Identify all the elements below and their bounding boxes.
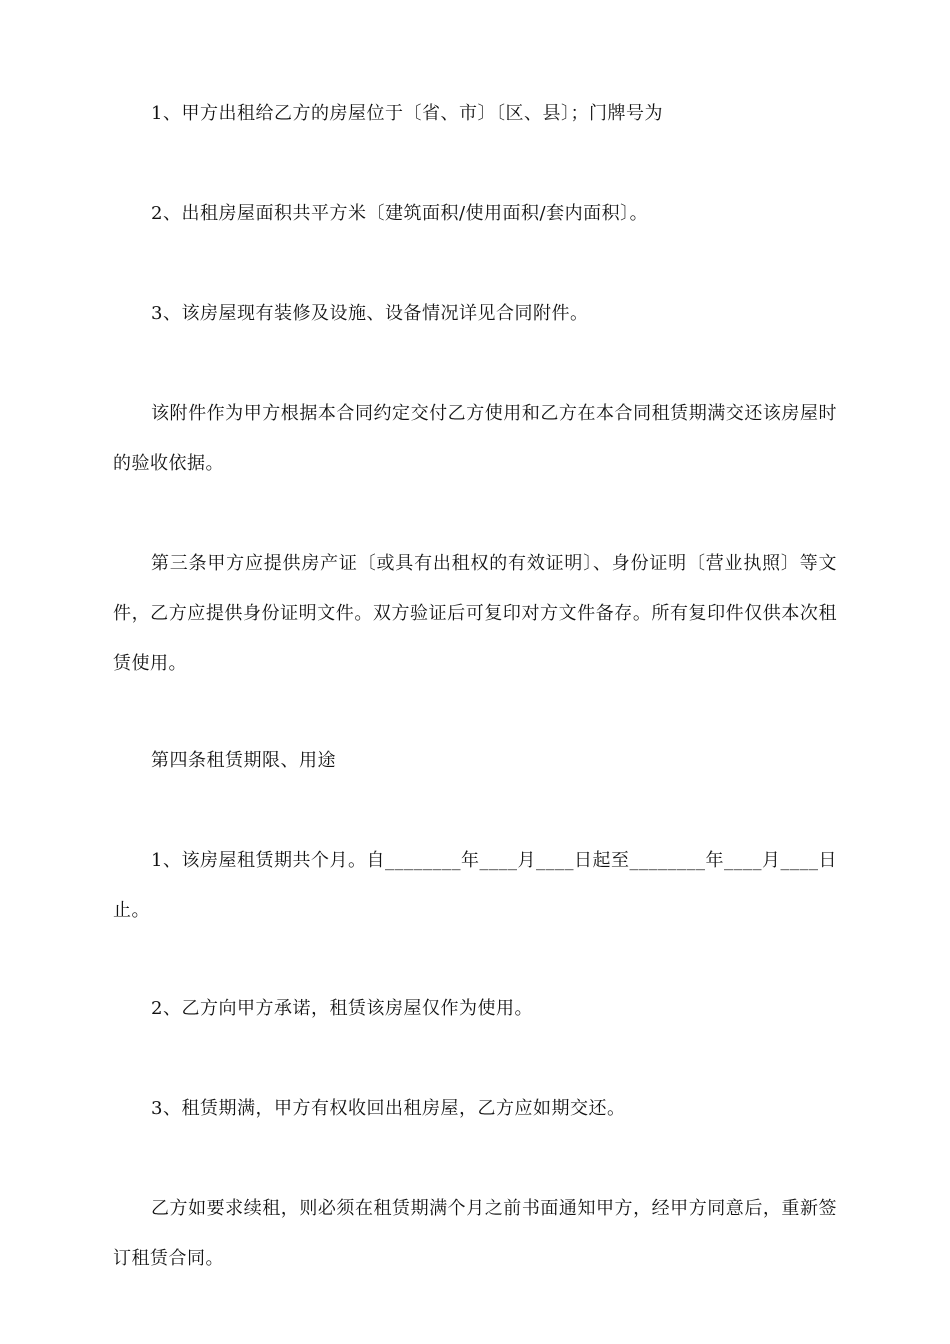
clause-lease-expiry: 3、租赁期满，甲方有权收回出租房屋，乙方应如期交还。: [151, 1098, 626, 1119]
clause-house-area: 2、出租房屋面积共平方米〔建筑面积/使用面积/套内面积〕。: [151, 203, 649, 224]
clause-renewal: 乙方如要求续租，则必须在租赁期满个月之前书面通知甲方，经甲方同意后，重新签订租赁合同。: [113, 1198, 837, 1269]
clause-lease-term: 1、该房屋租赁期共个月。自________年____月____日起至________年____月____日止。: [113, 850, 837, 921]
clause-annex-acceptance: 该附件作为甲方根据本合同约定交付乙方使用和乙方在本合同租赁期满交还该房屋时的验收依据。: [113, 403, 837, 474]
clause-house-location: 1、甲方出租给乙方的房屋位于〔省、市〕〔区、县〕；门牌号为: [151, 103, 663, 124]
article-three-documents: 第三条甲方应提供房产证〔或具有出租权的有效证明〕、身份证明〔营业执照〕等文件，乙方应提供身份证明文件。双方验证后可复印对方文件备存。所有复印件仅供本次租赁使用。: [113, 553, 837, 674]
article-four-heading: 第四条租赁期限、用途: [151, 750, 336, 771]
clause-house-facilities: 3、该房屋现有装修及设施、设备情况详见合同附件。: [151, 303, 589, 324]
clause-usage-promise: 2、乙方向甲方承诺，租赁该房屋仅作为使用。: [151, 998, 533, 1019]
